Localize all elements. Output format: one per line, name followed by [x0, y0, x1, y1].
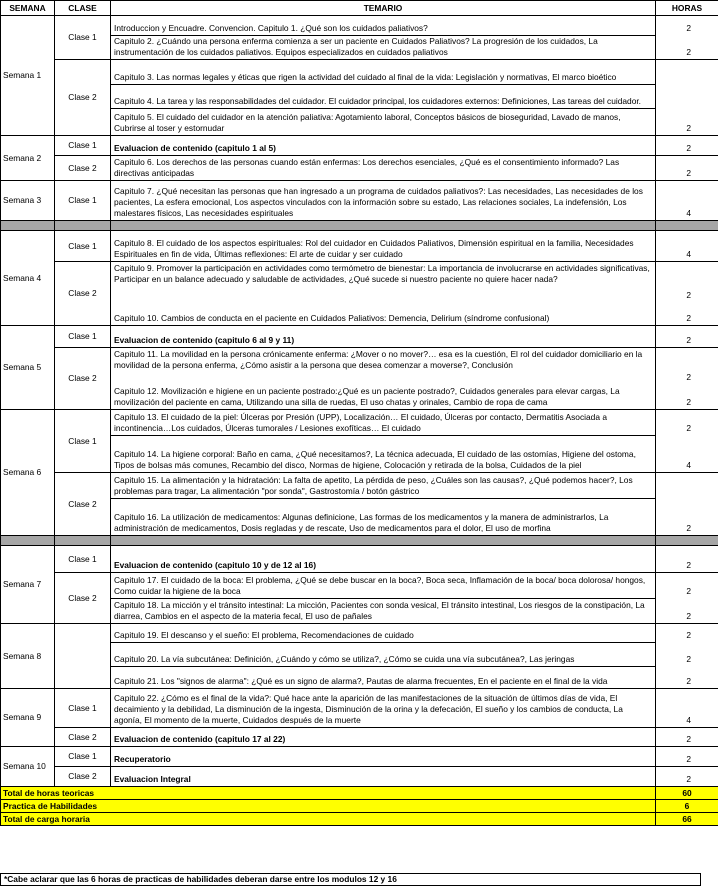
hours-value: 2 [686, 23, 691, 33]
topic-text: Evaluacion de contenido (capitulo 1 al 5) [114, 143, 276, 153]
class-label: Clase 1 [55, 689, 111, 728]
hours-cell [656, 573, 718, 624]
class-label: Clase 1 [55, 326, 111, 348]
topics-cell [111, 689, 656, 728]
hours-value: 2 [686, 290, 691, 300]
table-row [1, 573, 718, 624]
table-row [1, 16, 718, 60]
header-semana: SEMANA [1, 1, 55, 16]
topic-text: Introduccion y Encuadre. Convencion. Capitulo 1. ¿Qué son los cuidados paliativos? [114, 23, 428, 33]
topic-text: Capitulo 20. La vía subcutánea: Definición, ¿Cuándo y cómo se utiliza?, ¿Cómo se cuida una vía subcutánea?, Las jeringas [111, 642, 655, 666]
table-row [1, 689, 718, 728]
total-practica-value: 6 [656, 800, 718, 813]
total-row [1, 787, 718, 800]
class-label-empty [55, 624, 111, 689]
hours-cell [656, 410, 718, 473]
topics-cell [111, 767, 656, 787]
hours-cell [656, 136, 718, 156]
hours-value: 2 [686, 734, 691, 744]
hours-value: 2 [686, 123, 691, 133]
hours-value: 2 [686, 143, 691, 153]
table-row [1, 410, 718, 473]
hours-value: 2 [686, 372, 691, 382]
week-label: Semana 2 [1, 136, 55, 181]
week-label: Semana 1 [1, 16, 55, 136]
hours-value: 4 [686, 460, 691, 470]
table-row [1, 156, 718, 181]
hours-value: 2 [686, 313, 691, 323]
table-row [1, 767, 718, 787]
class-label: Clase 2 [55, 156, 111, 181]
total-row [1, 800, 718, 813]
hours-cell [656, 16, 718, 60]
week-label: Semana 5 [1, 326, 55, 410]
table-row [1, 473, 718, 536]
class-label: Clase 1 [55, 16, 111, 60]
week-label: Semana 6 [1, 410, 55, 536]
table-row [1, 262, 718, 326]
total-teoricas-value: 60 [656, 787, 718, 800]
hours-value: 4 [686, 208, 691, 218]
hours-cell [656, 181, 718, 221]
hours-value: 2 [686, 335, 691, 345]
hours-cell [656, 60, 718, 136]
header-horas: HORAS [656, 1, 718, 16]
table-row [1, 348, 718, 410]
hours-value: 2 [686, 630, 691, 640]
class-label: Clase 1 [55, 546, 111, 573]
total-carga-value: 66 [656, 813, 718, 826]
separator-row [1, 221, 718, 231]
footnote: *Cabe aclarar que las 6 horas de practicas de habilidades deberan darse entre los modulos 12 y 16 [0, 873, 701, 886]
class-label: Clase 2 [55, 767, 111, 787]
week-label: Semana 9 [1, 689, 55, 747]
topic-text: Capitulo 16. La utilización de medicamentos: Algunas definicione, Las formas de los medicamentos y la manera de administrarlos, La administración de medicamentos, Dosis regladas y de rescate, Uso de medicamentos para el dolor, El uso de morfina [111, 498, 655, 535]
hours-value: 2 [686, 676, 691, 686]
hours-value: 2 [686, 754, 691, 764]
topics-cell [111, 326, 656, 348]
hours-value: 4 [686, 715, 691, 725]
hours-cell [656, 156, 718, 181]
class-label: Clase 1 [55, 747, 111, 767]
class-label: Clase 1 [55, 136, 111, 156]
hours-cell [656, 728, 718, 747]
topic-text: Capitulo 18. La micción y el tránsito intestinal: La micción, Pacientes con sonda vesical, El tránsito intestinal, Los riesgos de la constipación, La diarrea, Cambios en el aspecto de la materia fecal, El uso de pañales [111, 598, 655, 623]
class-label: Clase 2 [55, 573, 111, 624]
topic-text: Capitulo 14. La higiene corporal: Baño en cama, ¿Qué necesitamos?, La técnica adecuada, El cuidado de las ostomías, Higiene del ostoma, Tipos de bolsas más comunes, Recambio del disco, Normas de higiene, Colocación y retirada de la bolsa, Cuidados de la piel [111, 435, 655, 472]
header-temario: TEMARIO [111, 1, 656, 16]
topic-text: Capitulo 9. Promover la participación en actividades como termómetro de bienestar: La importancia de involucrarse en actividades significativas, Participar en un balance adecuado y saludable de actividades, ¿Qué sucede si nuestro paciente no quiere hacer nada? [114, 263, 650, 284]
topic-text: Evaluacion de contenido (capitulo 10 y de 12 al 16) [114, 560, 316, 570]
table-row [1, 231, 718, 262]
topics-cell [111, 473, 656, 536]
topics-cell [111, 181, 656, 221]
hours-value: 4 [686, 249, 691, 259]
week-label: Semana 10 [1, 747, 55, 787]
topic-text: Capitulo 7. ¿Qué necesitan las personas que han ingresado a un programa de cuidados paliativos?: Las necesidades, Las necesidades de los pacientes, La esfera emocional, Los aspectos vinculados con la información sobre su estado, Las relaciones sociales, La indefensión, Los malestares físicos, Las necesidades espirituales [114, 186, 643, 218]
table-row [1, 326, 718, 348]
hours-cell [656, 767, 718, 787]
hours-cell [656, 689, 718, 728]
hours-cell [656, 231, 718, 262]
hours-value: 2 [686, 523, 691, 533]
total-carga-label: Total de carga horaria [1, 813, 656, 826]
topic-text: Capitulo 12. Movilización e higiene en un paciente postrado:¿Qué es un paciente postrado?, Cuidados generales para elevar cargas, La movilización del paciente en cama, Utilizando una silla de ruedas, El uso chatas y orinales, Cambio de ropa de cama [114, 386, 620, 407]
header-clase: CLASE [55, 1, 111, 16]
topics-cell [111, 60, 656, 136]
class-label: Clase 2 [55, 473, 111, 536]
total-teoricas-label: Total de horas teoricas [1, 787, 656, 800]
table-row [1, 728, 718, 747]
topics-cell [111, 156, 656, 181]
topic-text: Capitulo 21. Los "signos de alarma": ¿Qué es un signo de alarma?, Pautas de alarma frecuentes, En el paciente en el final de la vida [111, 666, 655, 688]
total-practica-label: Practica de Habilidades [1, 800, 656, 813]
table-row [1, 136, 718, 156]
table-row [1, 60, 718, 136]
topics-cell [111, 747, 656, 767]
week-label: Semana 4 [1, 231, 55, 326]
week-label: Semana 7 [1, 546, 55, 624]
hours-value: 2 [686, 423, 691, 433]
topics-cell [111, 410, 656, 473]
hours-cell [656, 747, 718, 767]
topic-text: Capitulo 3. Las normas legales y éticas que rigen la actividad del cuidado al final de la vida: Legislación y normativas, El marco bioético [114, 72, 617, 82]
topics-cell [111, 231, 656, 262]
hours-value: 2 [686, 168, 691, 178]
topic-text: Capitulo 10. Cambios de conducta en el paciente en Cuidados Paliativos: Demencia, Delirium (síndrome confusional) [114, 313, 550, 323]
topics-cell [111, 546, 656, 573]
class-label: Clase 2 [55, 348, 111, 410]
table-row [1, 546, 718, 573]
class-label: Clase 2 [55, 262, 111, 326]
total-row [1, 813, 718, 826]
table-row [1, 181, 718, 221]
topics-cell [111, 16, 656, 60]
header-row [1, 1, 718, 16]
topic-text: Capitulo 15. La alimentación y la hidratación: La falta de apetito, La pérdida de peso, ¿Cuáles son las causas?, ¿Qué podemos hacer?, Los problemas para tragar, La alimentación "por sonda", Gastrostomía / botón gástrico [114, 475, 633, 496]
week-label: Semana 3 [1, 181, 55, 221]
topics-cell [111, 262, 656, 326]
hours-value: 2 [686, 611, 691, 621]
class-label: Clase 2 [55, 728, 111, 747]
table-row [1, 624, 718, 689]
topic-text: Recuperatorio [114, 754, 171, 764]
topic-text: Capitulo 8. El cuidado de los aspectos espirituales: Rol del cuidador en Cuidados Paliativos, Dimensión espiritual en la familia, Necesidades Espirituales en fin de vida, Últimas reflexiones: El arte de cuidar y ser cuidado [114, 238, 634, 259]
topics-cell [111, 624, 656, 689]
topic-text: Evaluacion de contenido (capitulo 17 al 22) [114, 734, 286, 744]
hours-cell [656, 326, 718, 348]
topic-text: Capitulo 13. El cuidado de la piel: Úlceras por Presión (UPP), Localización… El cuidado, Úlceras por contacto, Dermatitis Asociada a incontinencia…Los cuidados, Úlceras tumorales / Lesiones exofíticas… El cuidado [114, 412, 607, 433]
topic-text: Capitulo 4. La tarea y las responsabilidades del cuidador. El cuidador principal, los cuidadores externos: Definiciones, Las tareas del cuidador. [111, 84, 655, 108]
topic-text: Capitulo 17. El cuidado de la boca: El problema, ¿Qué se debe buscar en la boca?, Boca seca, Inflamación de la boca/ boca dolorosa/ hongos, Como cuidar la higiene de la boca [114, 575, 646, 596]
topic-text: Evaluacion de contenido (capitulo 6 al 9 y 11) [114, 335, 295, 345]
class-label: Clase 1 [55, 181, 111, 221]
hours-cell [656, 348, 718, 410]
hours-cell [656, 473, 718, 536]
topic-text: Evaluacion Integral [114, 774, 191, 784]
hours-value: 2 [686, 560, 691, 570]
hours-value: 2 [686, 47, 691, 57]
topic-text: Capitulo 11. La movilidad en la persona crónicamente enferma: ¿Mover o no mover?… esa es la cuestión, El rol del cuidador domiciliario en la movilidad de la persona enferma, ¿Cómo asistir a la persona que desea comenzar a moverse?, Conclusión [114, 349, 643, 370]
topic-text: Capitulo 2. ¿Cuándo una persona enferma comienza a ser un paciente en Cuidados Paliativos? La progresión de los cuidados, La instrumentación de los cuidados paliativos. Equipos especializados en cuidados paliativos [111, 35, 655, 59]
separator-row [1, 536, 718, 546]
hours-cell [656, 624, 718, 689]
class-label: Clase 1 [55, 231, 111, 262]
hours-value: 2 [686, 397, 691, 407]
topic-text: Capitulo 6. Los derechos de las personas cuando están enfermas: Los derechos esenciales, ¿Qué es el consentimiento informado? Las directivas anticipadas [114, 157, 620, 178]
topic-text: Capitulo 5. El cuidado del cuidador en la atención paliativa: Agotamiento laboral, Conceptos básicos de bioseguridad, Lavado de manos, Cubrirse al toser y estornudar [111, 108, 655, 135]
hours-value: 2 [686, 586, 691, 596]
topics-cell [111, 348, 656, 410]
hours-cell [656, 262, 718, 326]
hours-value: 2 [686, 654, 691, 664]
topic-text: Capitulo 19. El descanso y el sueño: El problema, Recomendaciones de cuidado [114, 630, 414, 640]
class-label: Clase 2 [55, 60, 111, 136]
class-label: Clase 1 [55, 410, 111, 473]
topics-cell [111, 573, 656, 624]
week-label: Semana 8 [1, 624, 55, 689]
table-row [1, 747, 718, 767]
hours-cell [656, 546, 718, 573]
topic-text: Capitulo 22. ¿Cómo es el final de la vida?: Qué hace ante la aparición de las manifestaciones de la situación de últimos días de vida, El decaimiento y la debilidad, La disminución de la ingesta, Disminución de la orina y la defecación, El sueño y los cambios de conducta, La agonía, El momento de la muerte, Cuidados después de la muerte [114, 693, 623, 725]
topics-cell [111, 728, 656, 747]
topics-cell [111, 136, 656, 156]
hours-value: 2 [686, 774, 691, 784]
